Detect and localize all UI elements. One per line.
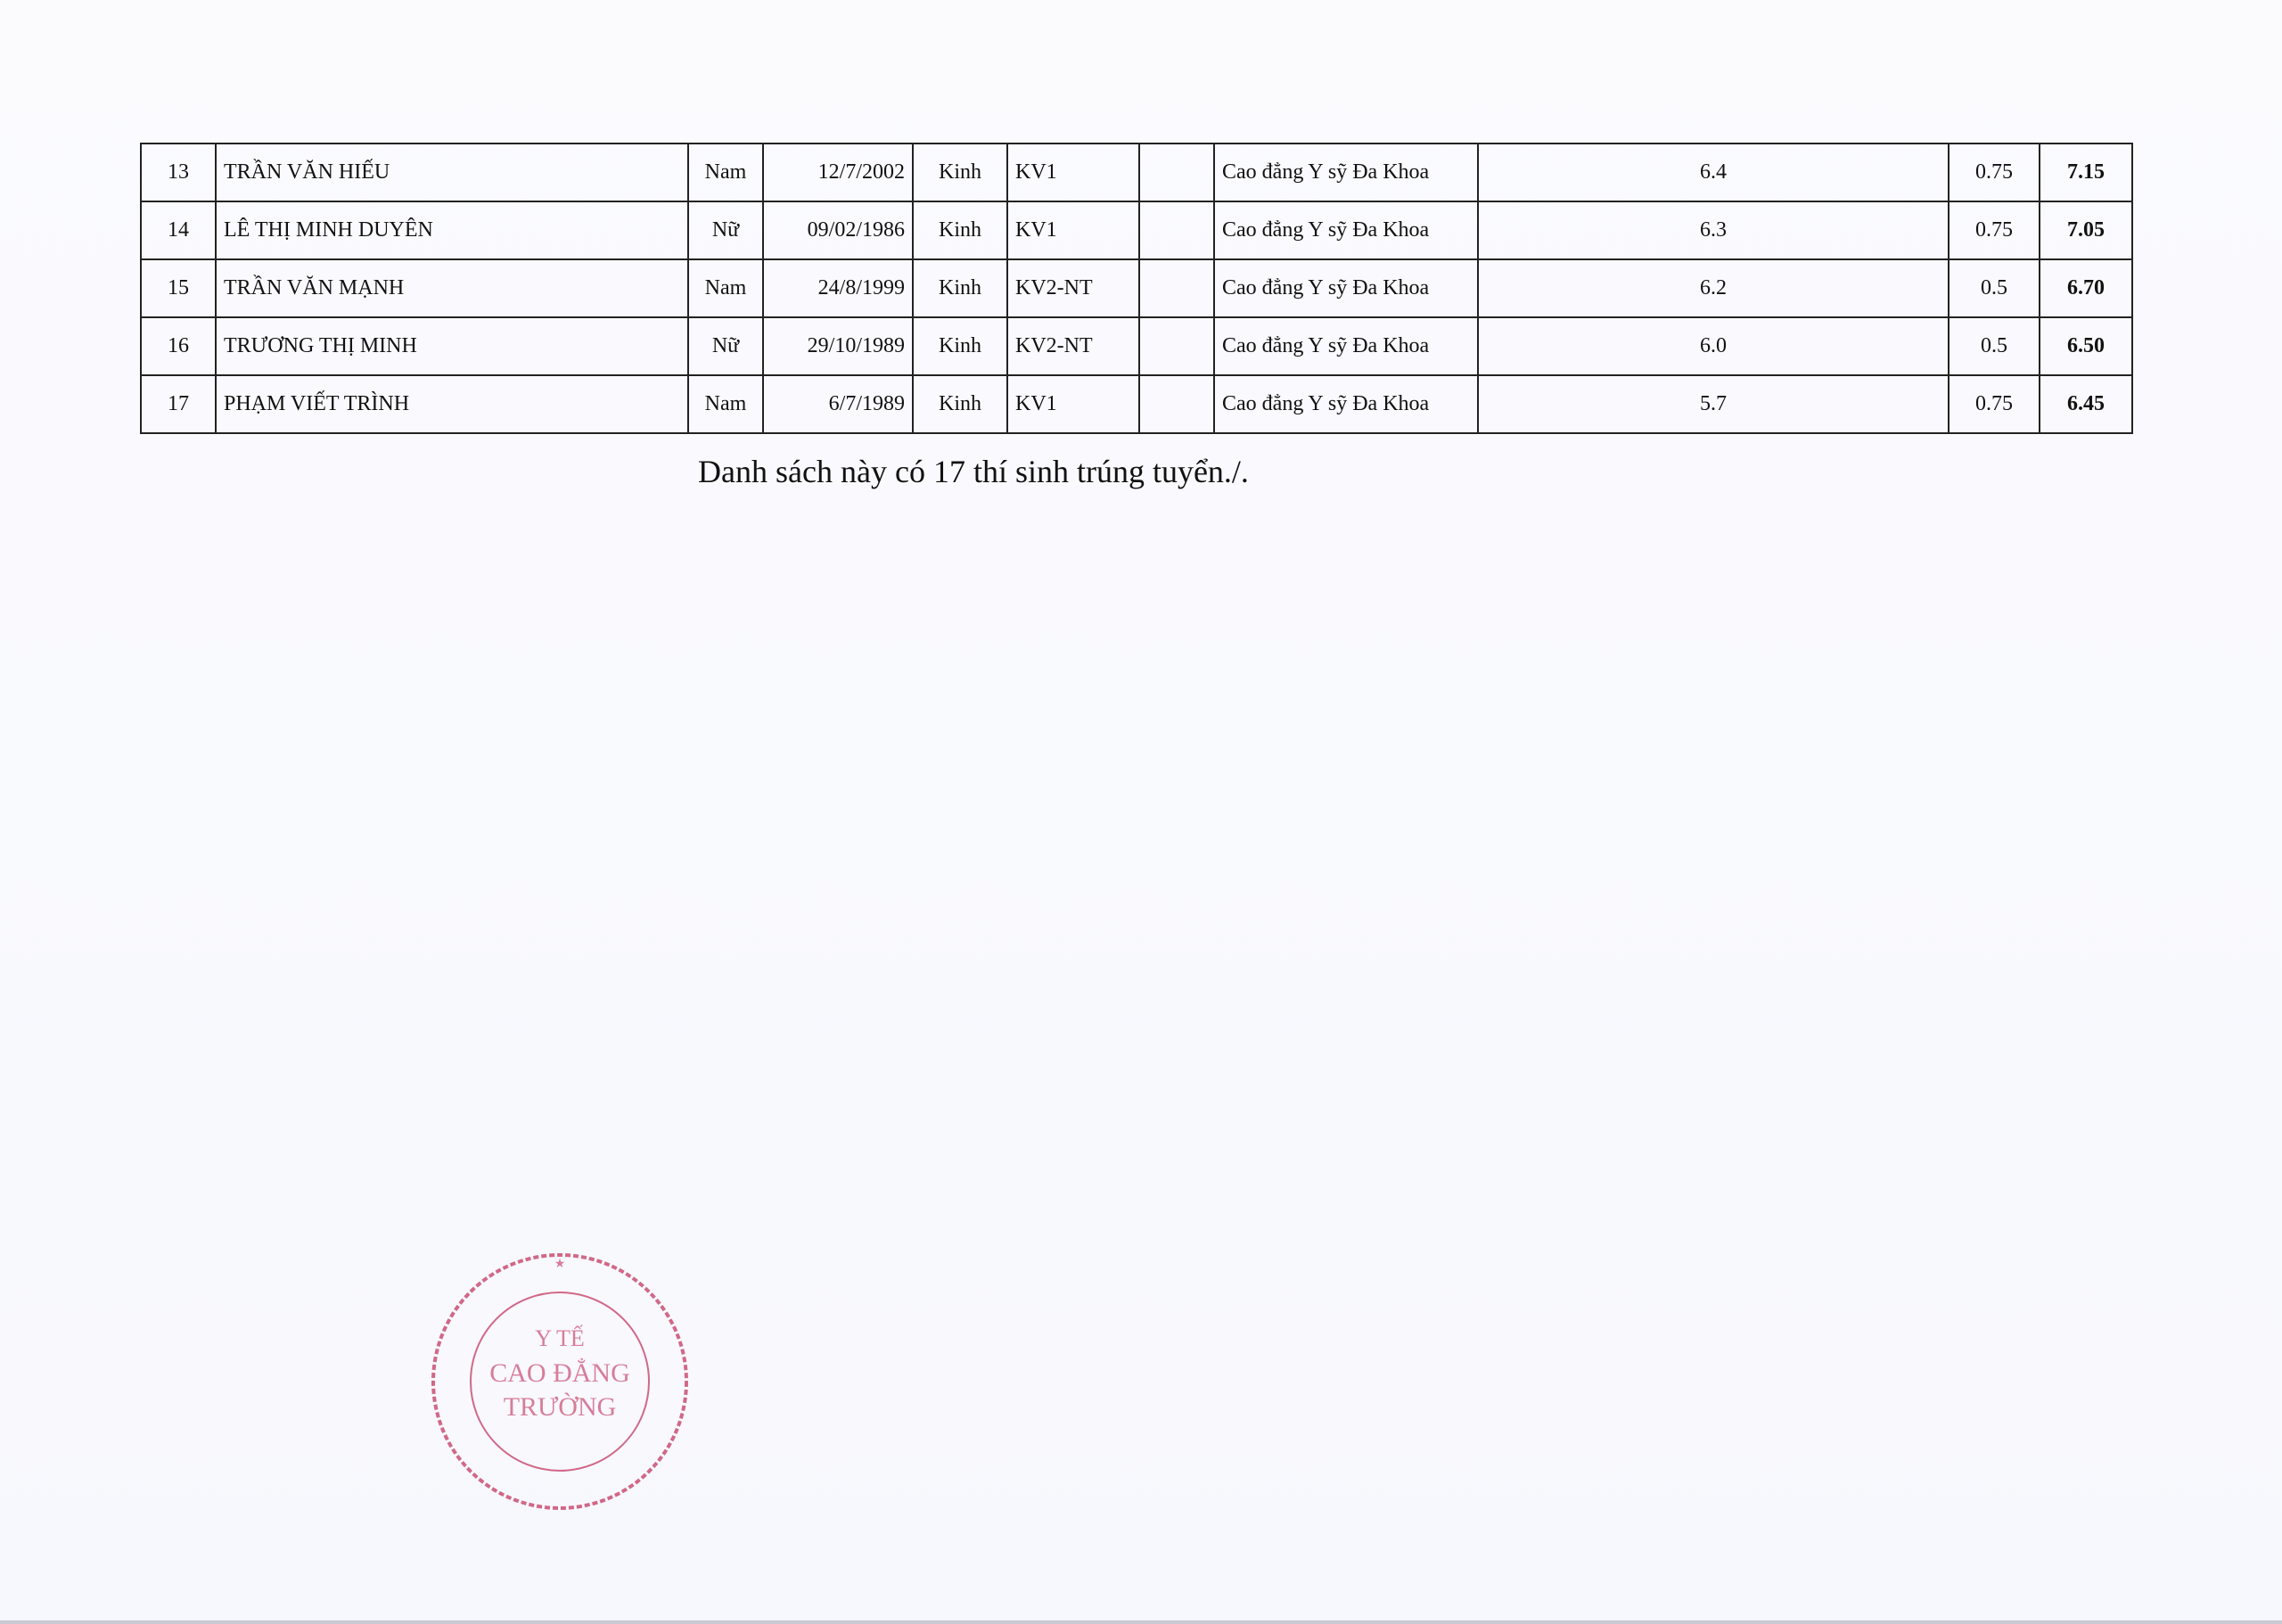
table-row: [141, 201, 2132, 259]
cell-dob: 29/10/1989: [763, 317, 913, 375]
cell-major: Cao đẳng Y sỹ Đa Khoa: [1214, 259, 1478, 317]
cell-score: 6.2: [1478, 259, 1949, 317]
table-row: [141, 144, 2132, 201]
results-table-body: [141, 144, 2132, 433]
cell-sex: Nữ: [688, 317, 763, 375]
cell-sex: Nam: [688, 259, 763, 317]
cell-score: 6.0: [1478, 317, 1949, 375]
cell-ethnicity: Kinh: [913, 375, 1007, 433]
cell-stt: 17: [141, 375, 216, 433]
seal-text-middle: CAO ĐẲNG: [489, 1358, 630, 1388]
footer-note: Danh sách này có 17 thí sinh trúng tuyển./.: [698, 454, 1249, 489]
cell-score: 5.7: [1478, 375, 1949, 433]
table-row: [141, 317, 2132, 375]
cell-name: TRẦN VĂN MẠNH: [216, 259, 688, 317]
cell-dob: 12/7/2002: [763, 144, 913, 201]
cell-blank: [1139, 144, 1214, 201]
cell-priority: 0.75: [1949, 201, 2040, 259]
school-seal-stamp: [426, 1248, 694, 1515]
cell-stt: 14: [141, 201, 216, 259]
cell-sex: Nam: [688, 375, 763, 433]
cell-priority: 0.75: [1949, 144, 2040, 201]
cell-blank: [1139, 259, 1214, 317]
seal-text-bottom: TRƯỜNG: [503, 1392, 617, 1422]
cell-name: TRƯƠNG THỊ MINH: [216, 317, 688, 375]
cell-ethnicity: Kinh: [913, 259, 1007, 317]
cell-sex: Nam: [688, 144, 763, 201]
cell-name: LÊ THỊ MINH DUYÊN: [216, 201, 688, 259]
cell-name: TRẦN VĂN HIẾU: [216, 144, 688, 201]
cell-total: 6.50: [2040, 317, 2132, 375]
cell-total: 6.70: [2040, 259, 2132, 317]
seal-text-top: Y TẾ: [535, 1325, 585, 1351]
cell-ethnicity: Kinh: [913, 317, 1007, 375]
cell-dob: 6/7/1989: [763, 375, 913, 433]
results-table: [140, 143, 2133, 434]
cell-priority: 0.75: [1949, 375, 2040, 433]
cell-dob: 24/8/1999: [763, 259, 913, 317]
cell-priority: 0.5: [1949, 259, 2040, 317]
cell-score: 6.3: [1478, 201, 1949, 259]
cell-area: KV2-NT: [1007, 259, 1139, 317]
cell-total: 7.05: [2040, 201, 2132, 259]
cell-dob: 09/02/1986: [763, 201, 913, 259]
cell-major: Cao đẳng Y sỹ Đa Khoa: [1214, 375, 1478, 433]
cell-area: KV1: [1007, 375, 1139, 433]
cell-major: Cao đẳng Y sỹ Đa Khoa: [1214, 144, 1478, 201]
cell-area: KV1: [1007, 201, 1139, 259]
cell-area: KV1: [1007, 144, 1139, 201]
table-row: [141, 375, 2132, 433]
cell-total: 6.45: [2040, 375, 2132, 433]
cell-total: 7.15: [2040, 144, 2132, 201]
cell-stt: 15: [141, 259, 216, 317]
cell-major: Cao đẳng Y sỹ Đa Khoa: [1214, 201, 1478, 259]
cell-area: KV2-NT: [1007, 317, 1139, 375]
cell-name: PHẠM VIẾT TRÌNH: [216, 375, 688, 433]
cell-stt: 13: [141, 144, 216, 201]
cell-ethnicity: Kinh: [913, 144, 1007, 201]
page-bottom-edge: [0, 1620, 2282, 1624]
cell-score: 6.4: [1478, 144, 1949, 201]
table-row: [141, 259, 2132, 317]
cell-blank: [1139, 375, 1214, 433]
cell-priority: 0.5: [1949, 317, 2040, 375]
cell-major: Cao đẳng Y sỹ Đa Khoa: [1214, 317, 1478, 375]
cell-sex: Nữ: [688, 201, 763, 259]
cell-ethnicity: Kinh: [913, 201, 1007, 259]
cell-blank: [1139, 201, 1214, 259]
cell-stt: 16: [141, 317, 216, 375]
cell-blank: [1139, 317, 1214, 375]
seal-star-icon: ★: [554, 1258, 566, 1271]
